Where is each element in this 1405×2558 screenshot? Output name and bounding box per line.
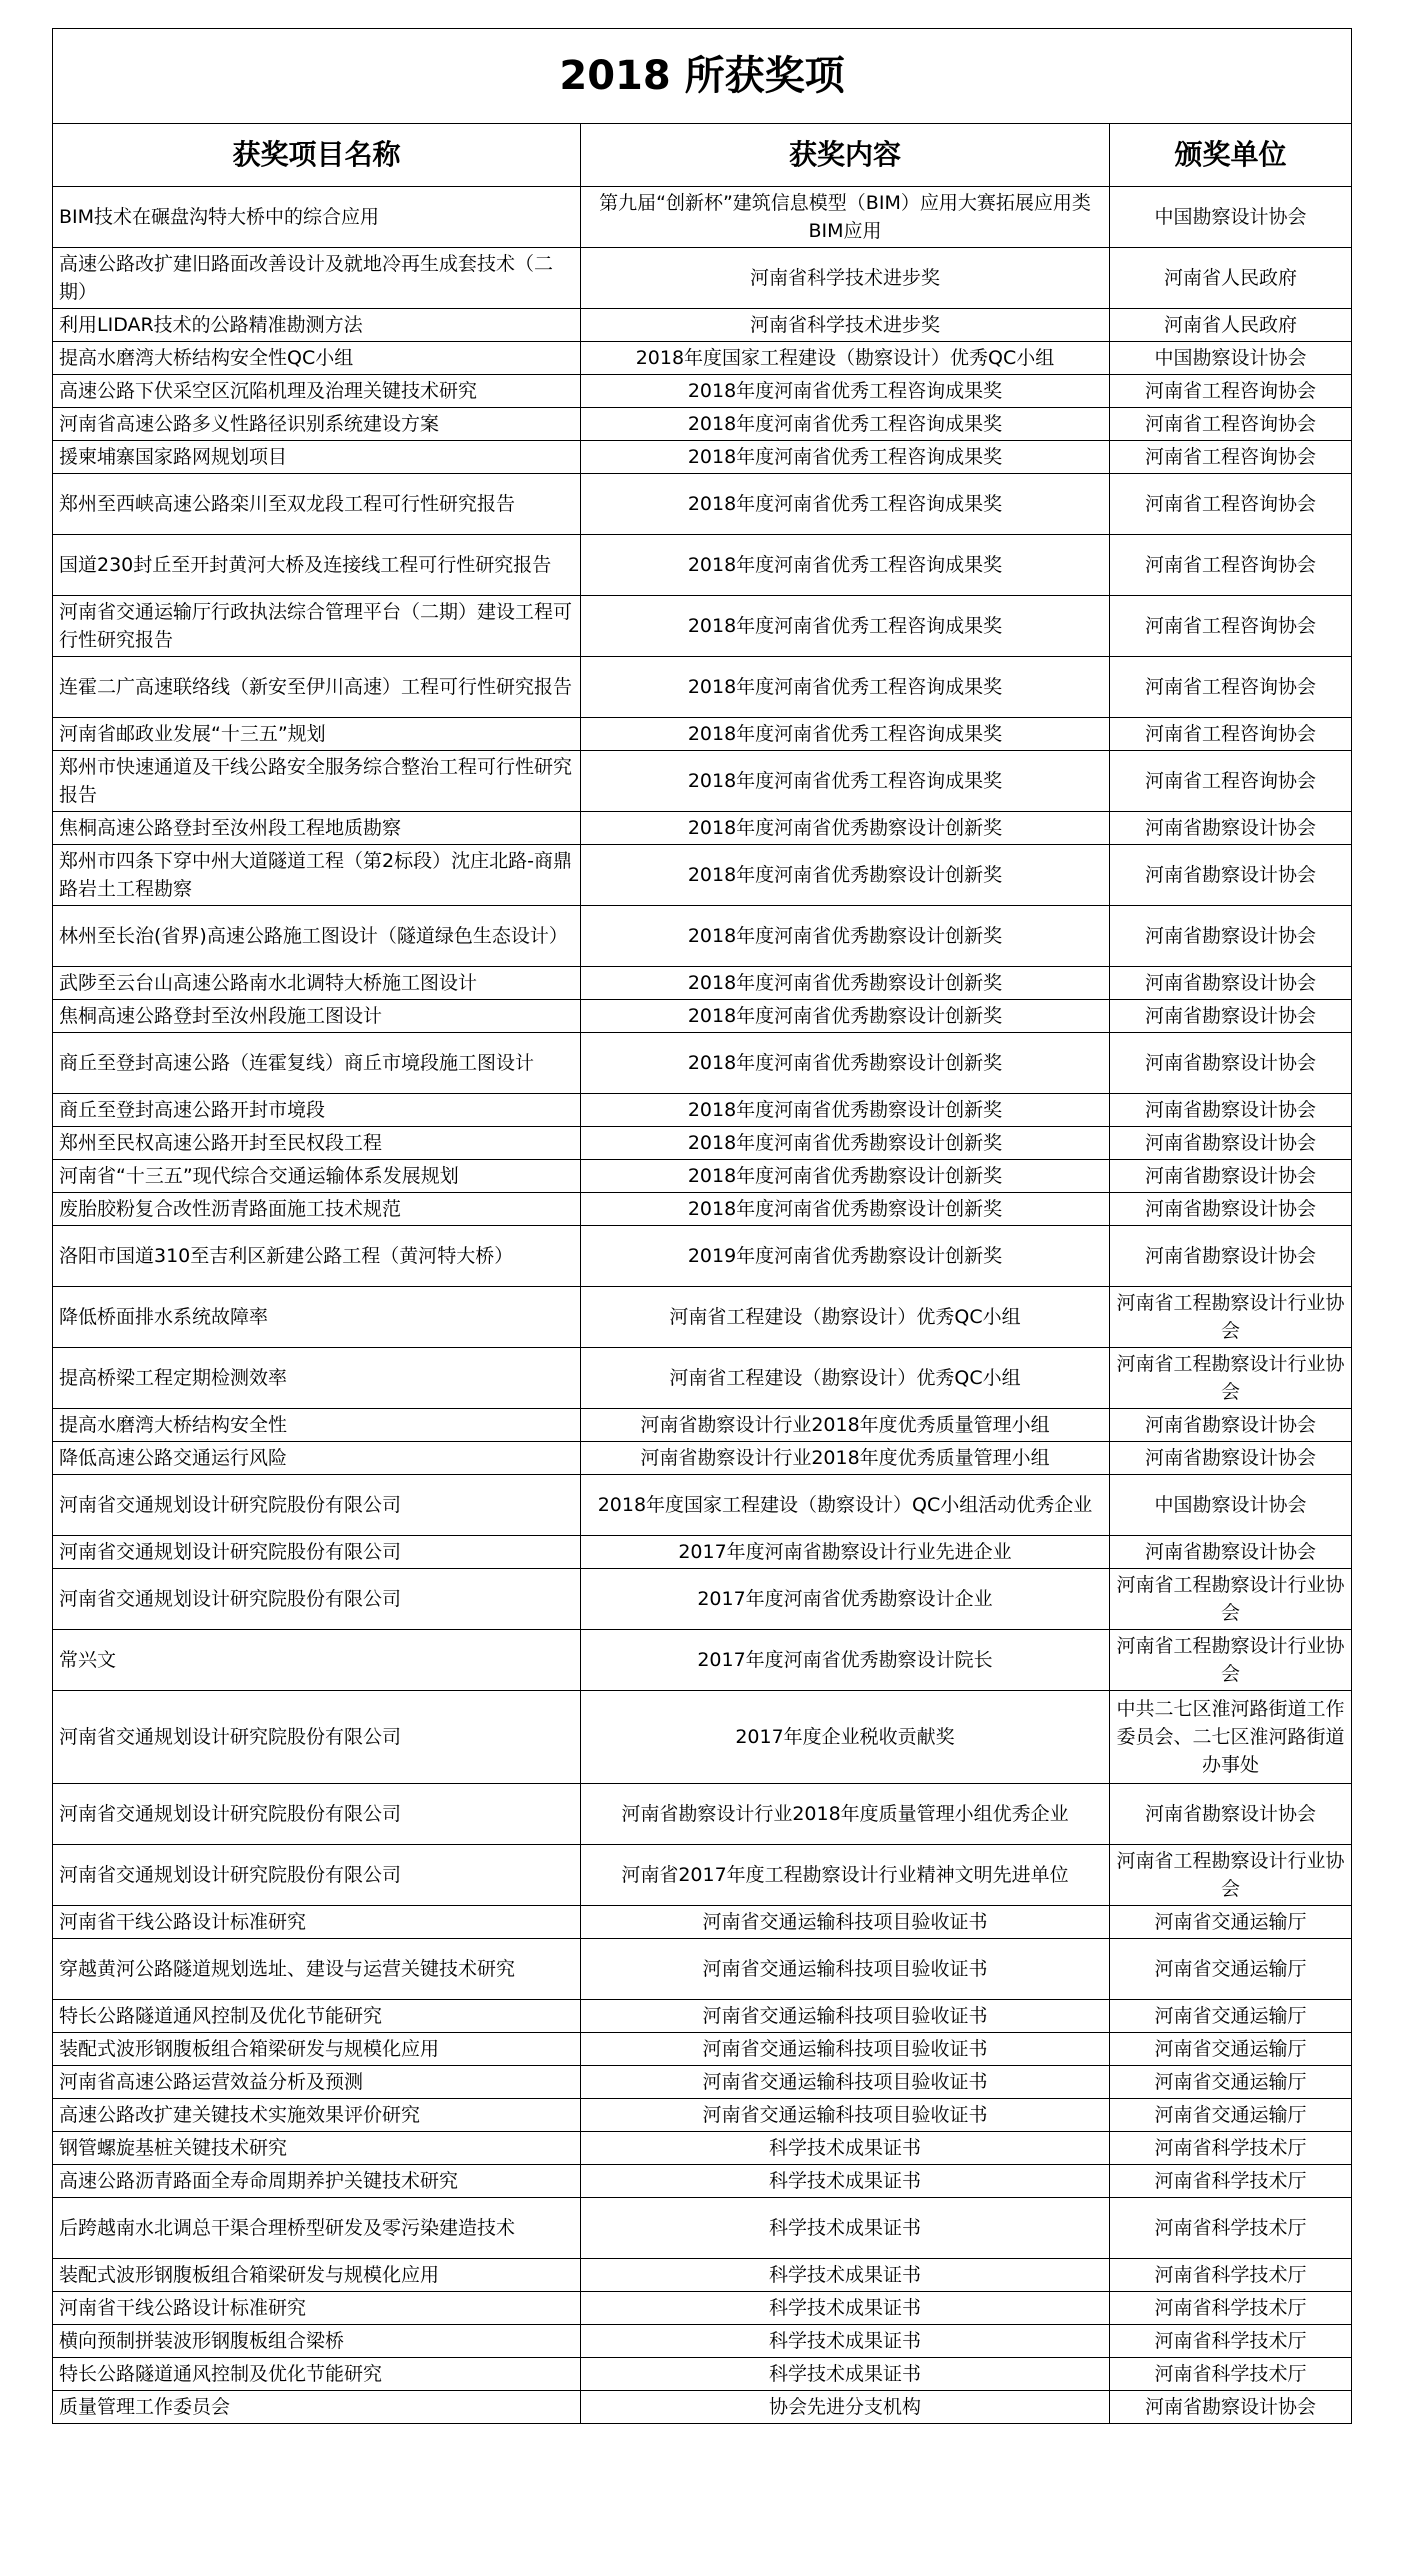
award-name-cell: 质量管理工作委员会 bbox=[53, 2391, 581, 2424]
award-name-cell: 河南省“十三五”现代综合交通运输体系发展规划 bbox=[53, 1160, 581, 1193]
award-content-cell: 河南省勘察设计行业2018年度质量管理小组优秀企业 bbox=[581, 1784, 1110, 1845]
award-unit-cell: 河南省勘察设计协会 bbox=[1110, 1226, 1352, 1287]
award-content-cell: 2017年度企业税收贡献奖 bbox=[581, 1691, 1110, 1784]
award-unit-cell: 河南省工程咨询协会 bbox=[1110, 535, 1352, 596]
award-content-cell: 科学技术成果证书 bbox=[581, 2259, 1110, 2292]
award-unit-cell: 河南省工程勘察设计行业协会 bbox=[1110, 1630, 1352, 1691]
table-row bbox=[53, 2259, 1352, 2292]
table-row bbox=[53, 1442, 1352, 1475]
award-unit-cell: 河南省工程咨询协会 bbox=[1110, 596, 1352, 657]
award-content-cell: 2018年度河南省优秀工程咨询成果奖 bbox=[581, 474, 1110, 535]
award-name-cell: 河南省交通规划设计研究院股份有限公司 bbox=[53, 1784, 581, 1845]
table-row bbox=[53, 187, 1352, 248]
table-row bbox=[53, 535, 1352, 596]
award-name-cell: 河南省干线公路设计标准研究 bbox=[53, 1906, 581, 1939]
table-row bbox=[53, 596, 1352, 657]
award-content-cell: 2017年度河南省优秀勘察设计院长 bbox=[581, 1630, 1110, 1691]
award-name-cell: 高速公路改扩建旧路面改善设计及就地冷再生成套技术（二期） bbox=[53, 248, 581, 309]
awards-table-body bbox=[53, 187, 1352, 2424]
award-content-cell: 2018年度河南省优秀勘察设计创新奖 bbox=[581, 812, 1110, 845]
award-content-cell: 科学技术成果证书 bbox=[581, 2358, 1110, 2391]
award-unit-cell: 河南省勘察设计协会 bbox=[1110, 812, 1352, 845]
table-row bbox=[53, 248, 1352, 309]
award-unit-cell: 河南省交通运输厅 bbox=[1110, 1906, 1352, 1939]
table-row bbox=[53, 1409, 1352, 1442]
award-content-cell: 2018年度河南省优秀勘察设计创新奖 bbox=[581, 1193, 1110, 1226]
award-unit-cell: 河南省勘察设计协会 bbox=[1110, 1784, 1352, 1845]
table-row bbox=[53, 2033, 1352, 2066]
award-content-cell: 河南省交通运输科技项目验收证书 bbox=[581, 1939, 1110, 2000]
award-name-cell: 郑州至西峡高速公路栾川至双龙段工程可行性研究报告 bbox=[53, 474, 581, 535]
table-row bbox=[53, 2165, 1352, 2198]
award-unit-cell: 河南省科学技术厅 bbox=[1110, 2165, 1352, 2198]
table-row bbox=[53, 2198, 1352, 2259]
award-content-cell: 2017年度河南省优秀勘察设计企业 bbox=[581, 1569, 1110, 1630]
award-name-cell: 提高水磨湾大桥结构安全性QC小组 bbox=[53, 342, 581, 375]
award-unit-cell: 河南省交通运输厅 bbox=[1110, 2000, 1352, 2033]
award-content-cell: 2018年度河南省优秀工程咨询成果奖 bbox=[581, 441, 1110, 474]
award-name-cell: 高速公路下伏采空区沉陷机理及治理关键技术研究 bbox=[53, 375, 581, 408]
award-content-cell: 2018年度河南省优秀勘察设计创新奖 bbox=[581, 1000, 1110, 1033]
award-content-cell: 2018年度河南省优秀勘察设计创新奖 bbox=[581, 1160, 1110, 1193]
table-row bbox=[53, 1691, 1352, 1784]
award-unit-cell: 中国勘察设计协会 bbox=[1110, 342, 1352, 375]
award-name-cell: 河南省高速公路运营效益分析及预测 bbox=[53, 2066, 581, 2099]
award-name-cell: 商丘至登封高速公路（连霍复线）商丘市境段施工图设计 bbox=[53, 1033, 581, 1094]
table-row bbox=[53, 1630, 1352, 1691]
award-content-cell: 2018年度河南省优秀工程咨询成果奖 bbox=[581, 535, 1110, 596]
award-unit-cell: 河南省工程咨询协会 bbox=[1110, 751, 1352, 812]
award-unit-cell: 河南省交通运输厅 bbox=[1110, 1939, 1352, 2000]
award-name-cell: 焦桐高速公路登封至汝州段施工图设计 bbox=[53, 1000, 581, 1033]
table-row bbox=[53, 906, 1352, 967]
award-name-cell: 郑州市快速通道及干线公路安全服务综合整治工程可行性研究报告 bbox=[53, 751, 581, 812]
award-name-cell: 武陟至云台山高速公路南水北调特大桥施工图设计 bbox=[53, 967, 581, 1000]
award-unit-cell: 河南省工程勘察设计行业协会 bbox=[1110, 1845, 1352, 1906]
award-name-cell: 郑州市四条下穿中州大道隧道工程（第2标段）沈庄北路-商鼎路岩土工程勘察 bbox=[53, 845, 581, 906]
award-name-cell: 穿越黄河公路隧道规划选址、建设与运营关键技术研究 bbox=[53, 1939, 581, 2000]
award-content-cell: 2018年度国家工程建设（勘察设计）优秀QC小组 bbox=[581, 342, 1110, 375]
award-unit-cell: 河南省勘察设计协会 bbox=[1110, 1000, 1352, 1033]
award-unit-cell: 河南省勘察设计协会 bbox=[1110, 1094, 1352, 1127]
award-unit-cell: 河南省勘察设计协会 bbox=[1110, 906, 1352, 967]
award-name-cell: BIM技术在碾盘沟特大桥中的综合应用 bbox=[53, 187, 581, 248]
table-row bbox=[53, 1906, 1352, 1939]
award-unit-cell: 河南省交通运输厅 bbox=[1110, 2099, 1352, 2132]
award-unit-cell: 河南省工程咨询协会 bbox=[1110, 375, 1352, 408]
award-content-cell: 2018年度河南省优秀工程咨询成果奖 bbox=[581, 596, 1110, 657]
award-name-cell: 装配式波形钢腹板组合箱梁研发与规模化应用 bbox=[53, 2033, 581, 2066]
table-row bbox=[53, 474, 1352, 535]
award-unit-cell: 河南省交通运输厅 bbox=[1110, 2033, 1352, 2066]
award-name-cell: 洛阳市国道310至吉利区新建公路工程（黄河特大桥） bbox=[53, 1226, 581, 1287]
award-content-cell: 2018年度河南省优秀工程咨询成果奖 bbox=[581, 375, 1110, 408]
award-content-cell: 2018年度河南省优秀勘察设计创新奖 bbox=[581, 1094, 1110, 1127]
award-content-cell: 2018年度河南省优秀勘察设计创新奖 bbox=[581, 1033, 1110, 1094]
award-unit-cell: 河南省勘察设计协会 bbox=[1110, 967, 1352, 1000]
award-unit-cell: 河南省工程咨询协会 bbox=[1110, 408, 1352, 441]
award-name-cell: 援柬埔寨国家路网规划项目 bbox=[53, 441, 581, 474]
award-unit-cell: 河南省勘察设计协会 bbox=[1110, 1536, 1352, 1569]
award-content-cell: 河南省科学技术进步奖 bbox=[581, 248, 1110, 309]
table-row bbox=[53, 2292, 1352, 2325]
award-unit-cell: 河南省勘察设计协会 bbox=[1110, 845, 1352, 906]
award-content-cell: 河南省交通运输科技项目验收证书 bbox=[581, 1906, 1110, 1939]
table-row bbox=[53, 1845, 1352, 1906]
awards-table bbox=[52, 28, 1352, 2424]
table-row bbox=[53, 2325, 1352, 2358]
award-name-cell: 钢管螺旋基桩关键技术研究 bbox=[53, 2132, 581, 2165]
award-name-cell: 河南省邮政业发展“十三五”规划 bbox=[53, 718, 581, 751]
table-row bbox=[53, 441, 1352, 474]
table-row bbox=[53, 1160, 1352, 1193]
award-name-cell: 商丘至登封高速公路开封市境段 bbox=[53, 1094, 581, 1127]
award-content-cell: 河南省工程建设（勘察设计）优秀QC小组 bbox=[581, 1287, 1110, 1348]
table-row bbox=[53, 1784, 1352, 1845]
header-award-name: 获奖项目名称 bbox=[53, 124, 581, 187]
award-content-cell: 2018年度河南省优秀工程咨询成果奖 bbox=[581, 751, 1110, 812]
award-name-cell: 降低桥面排水系统故障率 bbox=[53, 1287, 581, 1348]
award-name-cell: 装配式波形钢腹板组合箱梁研发与规模化应用 bbox=[53, 2259, 581, 2292]
award-unit-cell: 河南省勘察设计协会 bbox=[1110, 1442, 1352, 1475]
award-content-cell: 2018年度河南省优秀工程咨询成果奖 bbox=[581, 718, 1110, 751]
award-name-cell: 河南省干线公路设计标准研究 bbox=[53, 2292, 581, 2325]
award-name-cell: 林州至长治(省界)高速公路施工图设计（隧道绿色生态设计） bbox=[53, 906, 581, 967]
award-unit-cell: 河南省工程勘察设计行业协会 bbox=[1110, 1287, 1352, 1348]
award-unit-cell: 河南省工程勘察设计行业协会 bbox=[1110, 1569, 1352, 1630]
award-unit-cell: 河南省科学技术厅 bbox=[1110, 2358, 1352, 2391]
table-row bbox=[53, 1287, 1352, 1348]
award-content-cell: 第九届“创新杯”建筑信息模型（BIM）应用大赛拓展应用类BIM应用 bbox=[581, 187, 1110, 248]
table-row bbox=[53, 1033, 1352, 1094]
award-name-cell: 高速公路沥青路面全寿命周期养护关键技术研究 bbox=[53, 2165, 581, 2198]
award-content-cell: 2018年度国家工程建设（勘察设计）QC小组活动优秀企业 bbox=[581, 1475, 1110, 1536]
award-name-cell: 河南省交通规划设计研究院股份有限公司 bbox=[53, 1475, 581, 1536]
award-content-cell: 河南省交通运输科技项目验收证书 bbox=[581, 2099, 1110, 2132]
award-content-cell: 2018年度河南省优秀勘察设计创新奖 bbox=[581, 1127, 1110, 1160]
award-unit-cell: 河南省科学技术厅 bbox=[1110, 2198, 1352, 2259]
table-row bbox=[53, 1226, 1352, 1287]
award-content-cell: 河南省勘察设计行业2018年度优秀质量管理小组 bbox=[581, 1409, 1110, 1442]
table-row bbox=[53, 2000, 1352, 2033]
table-row bbox=[53, 2358, 1352, 2391]
award-name-cell: 常兴文 bbox=[53, 1630, 581, 1691]
award-unit-cell: 河南省工程咨询协会 bbox=[1110, 718, 1352, 751]
award-unit-cell: 河南省工程咨询协会 bbox=[1110, 441, 1352, 474]
table-row bbox=[53, 408, 1352, 441]
table-row bbox=[53, 1348, 1352, 1409]
table-row bbox=[53, 309, 1352, 342]
award-unit-cell: 河南省勘察设计协会 bbox=[1110, 1127, 1352, 1160]
award-content-cell: 河南省勘察设计行业2018年度优秀质量管理小组 bbox=[581, 1442, 1110, 1475]
table-row bbox=[53, 2391, 1352, 2424]
award-unit-cell: 河南省工程咨询协会 bbox=[1110, 657, 1352, 718]
award-content-cell: 河南省2017年度工程勘察设计行业精神文明先进单位 bbox=[581, 1845, 1110, 1906]
award-name-cell: 焦桐高速公路登封至汝州段工程地质勘察 bbox=[53, 812, 581, 845]
award-content-cell: 河南省交通运输科技项目验收证书 bbox=[581, 2033, 1110, 2066]
award-content-cell: 科学技术成果证书 bbox=[581, 2325, 1110, 2358]
award-content-cell: 河南省工程建设（勘察设计）优秀QC小组 bbox=[581, 1348, 1110, 1409]
table-row bbox=[53, 1193, 1352, 1226]
award-name-cell: 河南省交通规划设计研究院股份有限公司 bbox=[53, 1569, 581, 1630]
table-row bbox=[53, 967, 1352, 1000]
award-unit-cell: 河南省人民政府 bbox=[1110, 248, 1352, 309]
table-row bbox=[53, 751, 1352, 812]
award-name-cell: 横向预制拼装波形钢腹板组合梁桥 bbox=[53, 2325, 581, 2358]
award-content-cell: 河南省科学技术进步奖 bbox=[581, 309, 1110, 342]
award-unit-cell: 中共二七区淮河路街道工作委员会、二七区淮河路街道办事处 bbox=[1110, 1691, 1352, 1784]
award-name-cell: 河南省交通规划设计研究院股份有限公司 bbox=[53, 1845, 581, 1906]
award-document bbox=[52, 28, 1351, 2424]
award-content-cell: 河南省交通运输科技项目验收证书 bbox=[581, 2000, 1110, 2033]
award-name-cell: 国道230封丘至开封黄河大桥及连接线工程可行性研究报告 bbox=[53, 535, 581, 596]
table-row bbox=[53, 2099, 1352, 2132]
header-award-unit: 颁奖单位 bbox=[1110, 124, 1352, 187]
page-title: 2018 所获奖项 bbox=[53, 29, 1352, 124]
award-name-cell: 利用LIDAR技术的公路精准勘测方法 bbox=[53, 309, 581, 342]
award-name-cell: 河南省高速公路多义性路径识别系统建设方案 bbox=[53, 408, 581, 441]
award-unit-cell: 河南省勘察设计协会 bbox=[1110, 1193, 1352, 1226]
table-row bbox=[53, 1000, 1352, 1033]
award-name-cell: 河南省交通规划设计研究院股份有限公司 bbox=[53, 1536, 581, 1569]
award-content-cell: 2018年度河南省优秀勘察设计创新奖 bbox=[581, 845, 1110, 906]
award-unit-cell: 河南省人民政府 bbox=[1110, 309, 1352, 342]
award-content-cell: 科学技术成果证书 bbox=[581, 2198, 1110, 2259]
award-name-cell: 河南省交通运输厅行政执法综合管理平台（二期）建设工程可行性研究报告 bbox=[53, 596, 581, 657]
award-unit-cell: 河南省科学技术厅 bbox=[1110, 2325, 1352, 2358]
award-name-cell: 郑州至民权高速公路开封至民权段工程 bbox=[53, 1127, 581, 1160]
award-unit-cell: 河南省勘察设计协会 bbox=[1110, 1160, 1352, 1193]
header-award-content: 获奖内容 bbox=[581, 124, 1110, 187]
award-unit-cell: 河南省科学技术厅 bbox=[1110, 2132, 1352, 2165]
award-name-cell: 连霍二广高速联络线（新安至伊川高速）工程可行性研究报告 bbox=[53, 657, 581, 718]
award-unit-cell: 河南省科学技术厅 bbox=[1110, 2259, 1352, 2292]
award-unit-cell: 河南省勘察设计协会 bbox=[1110, 1409, 1352, 1442]
table-row bbox=[53, 375, 1352, 408]
award-name-cell: 降低高速公路交通运行风险 bbox=[53, 1442, 581, 1475]
award-content-cell: 科学技术成果证书 bbox=[581, 2292, 1110, 2325]
table-row bbox=[53, 1536, 1352, 1569]
table-row bbox=[53, 845, 1352, 906]
award-unit-cell: 河南省勘察设计协会 bbox=[1110, 2391, 1352, 2424]
table-row bbox=[53, 1939, 1352, 2000]
award-unit-cell: 中国勘察设计协会 bbox=[1110, 187, 1352, 248]
table-row bbox=[53, 2132, 1352, 2165]
award-content-cell: 2018年度河南省优秀工程咨询成果奖 bbox=[581, 657, 1110, 718]
award-name-cell: 特长公路隧道通风控制及优化节能研究 bbox=[53, 2358, 581, 2391]
award-unit-cell: 河南省工程勘察设计行业协会 bbox=[1110, 1348, 1352, 1409]
award-name-cell: 废胎胶粉复合改性沥青路面施工技术规范 bbox=[53, 1193, 581, 1226]
award-name-cell: 提高水磨湾大桥结构安全性 bbox=[53, 1409, 581, 1442]
table-row bbox=[53, 718, 1352, 751]
award-content-cell: 科学技术成果证书 bbox=[581, 2165, 1110, 2198]
table-row bbox=[53, 1569, 1352, 1630]
award-content-cell: 2017年度河南省勘察设计行业先进企业 bbox=[581, 1536, 1110, 1569]
table-row bbox=[53, 1127, 1352, 1160]
table-row bbox=[53, 1094, 1352, 1127]
award-content-cell: 2019年度河南省优秀勘察设计创新奖 bbox=[581, 1226, 1110, 1287]
table-row bbox=[53, 2066, 1352, 2099]
table-row bbox=[53, 657, 1352, 718]
award-content-cell: 2018年度河南省优秀勘察设计创新奖 bbox=[581, 967, 1110, 1000]
award-name-cell: 河南省交通规划设计研究院股份有限公司 bbox=[53, 1691, 581, 1784]
award-content-cell: 2018年度河南省优秀工程咨询成果奖 bbox=[581, 408, 1110, 441]
award-content-cell: 河南省交通运输科技项目验收证书 bbox=[581, 2066, 1110, 2099]
award-unit-cell: 河南省工程咨询协会 bbox=[1110, 474, 1352, 535]
table-row bbox=[53, 342, 1352, 375]
award-unit-cell: 河南省勘察设计协会 bbox=[1110, 1033, 1352, 1094]
award-unit-cell: 中国勘察设计协会 bbox=[1110, 1475, 1352, 1536]
award-unit-cell: 河南省交通运输厅 bbox=[1110, 2066, 1352, 2099]
award-content-cell: 协会先进分支机构 bbox=[581, 2391, 1110, 2424]
award-content-cell: 2018年度河南省优秀勘察设计创新奖 bbox=[581, 906, 1110, 967]
award-unit-cell: 河南省科学技术厅 bbox=[1110, 2292, 1352, 2325]
award-name-cell: 后跨越南水北调总干渠合理桥型研发及零污染建造技术 bbox=[53, 2198, 581, 2259]
award-content-cell: 科学技术成果证书 bbox=[581, 2132, 1110, 2165]
award-name-cell: 高速公路改扩建关键技术实施效果评价研究 bbox=[53, 2099, 581, 2132]
table-row bbox=[53, 1475, 1352, 1536]
table-row bbox=[53, 812, 1352, 845]
award-name-cell: 提高桥梁工程定期检测效率 bbox=[53, 1348, 581, 1409]
award-name-cell: 特长公路隧道通风控制及优化节能研究 bbox=[53, 2000, 581, 2033]
